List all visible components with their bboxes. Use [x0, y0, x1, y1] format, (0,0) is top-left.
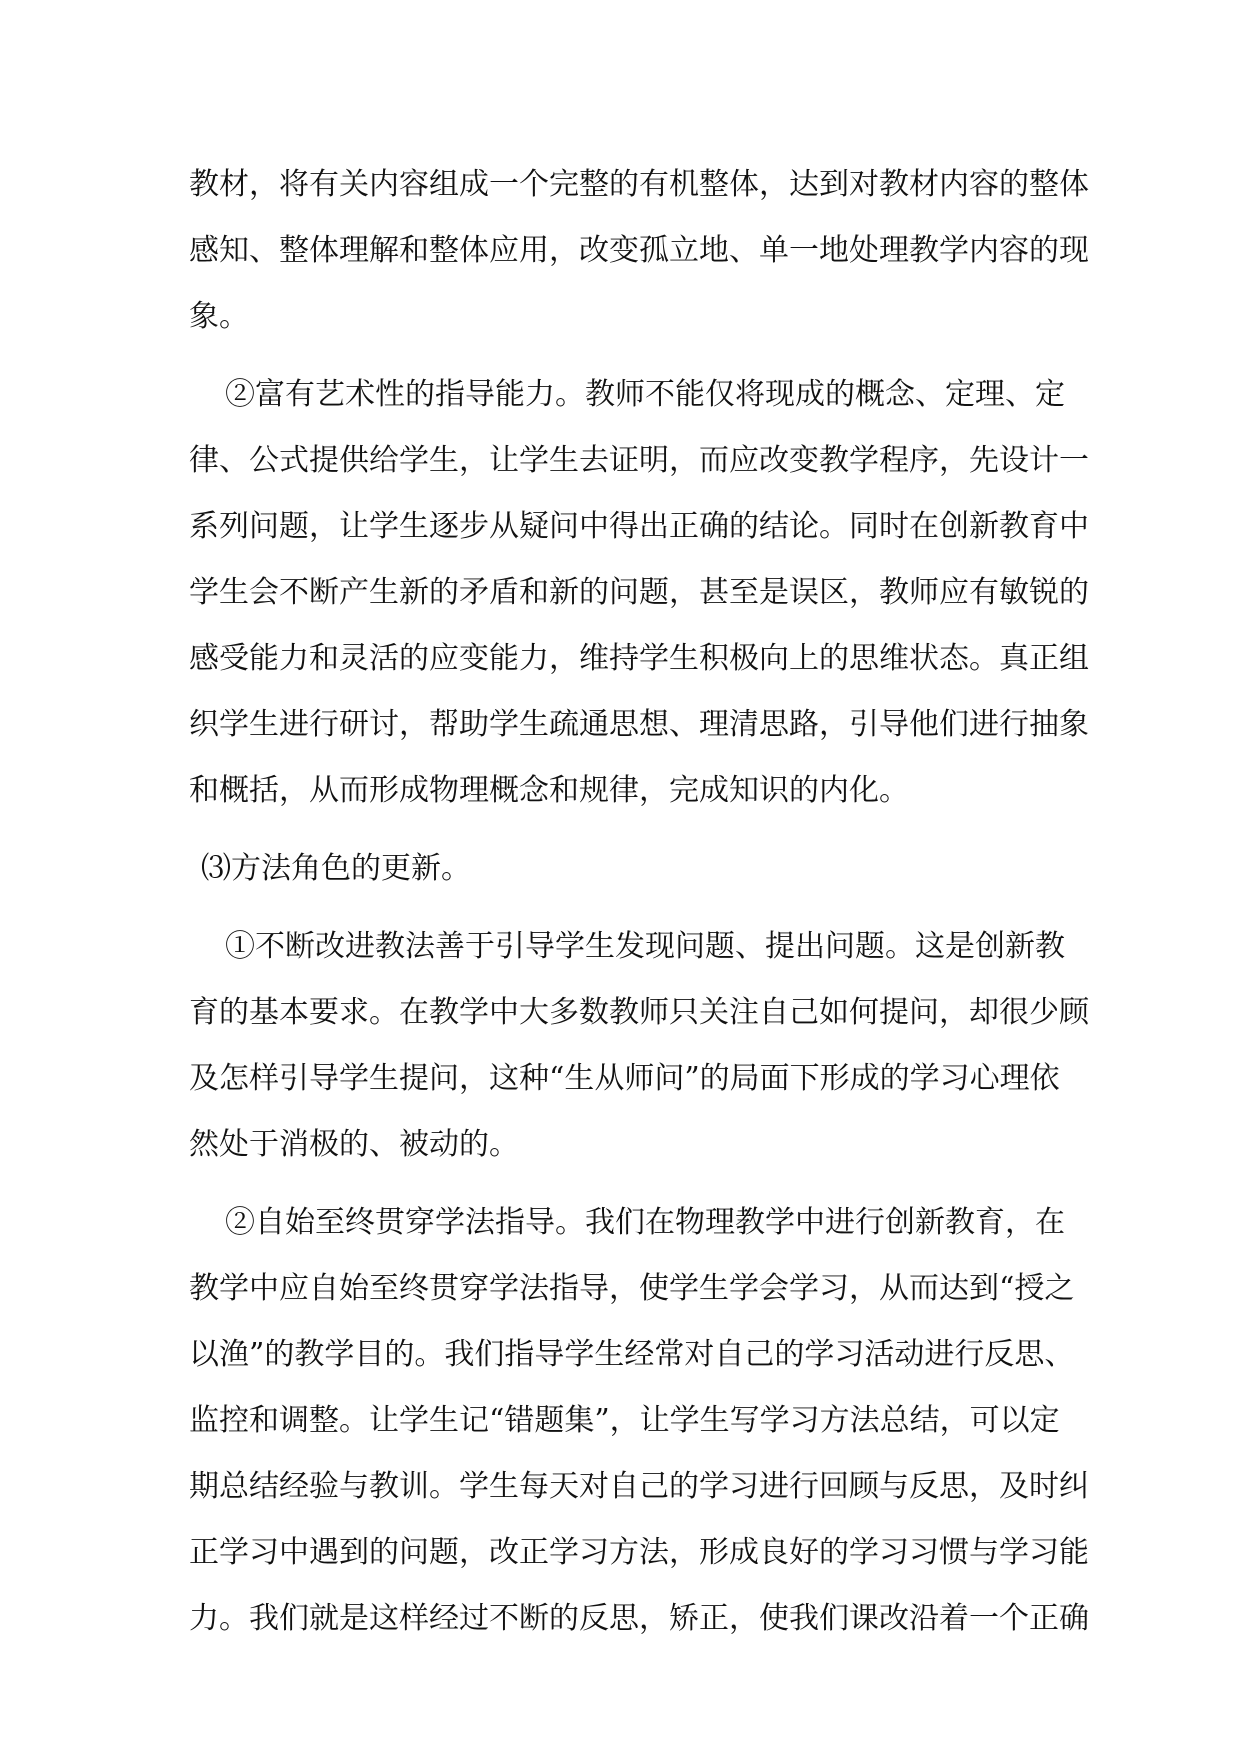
text-line: ②自始至终贯穿学法指导。我们在物理教学中进行创新教育，在: [225, 1205, 1065, 1240]
text-line: 系列问题，让学生逐步从疑问中得出正确的结论。同时在创新教育中: [189, 509, 1089, 544]
text-line: 正学习中遇到的问题，改正学习方法，形成良好的学习习惯与学习能: [189, 1535, 1089, 1570]
text-line: 教学中应自始至终贯穿学法指导，使学生学会学习，从而达到“授之: [189, 1271, 1075, 1306]
text-line: 学生会不断产生新的矛盾和新的问题，甚至是误区，教师应有敏锐的: [189, 575, 1089, 610]
text-line: 和概括，从而形成物理概念和规律，完成知识的内化。: [189, 773, 909, 808]
text-line: 然处于消极的、被动的。: [189, 1127, 519, 1162]
text-line: 感知、整体理解和整体应用，改变孤立地、单一地处理教学内容的现: [189, 233, 1089, 268]
paragraph-continuation: [189, 152, 1089, 350]
text-line: ①不断改进教法善于引导学生发现问题、提出问题。这是创新教: [225, 929, 1065, 964]
text-line: 期总结经验与教训。学生每天对自己的学习进行回顾与反思，及时纠: [189, 1469, 1089, 1504]
text-line: 律、公式提供给学生，让学生去证明，而应改变教学程序，先设计一: [189, 443, 1089, 478]
paragraph-study-method-guidance: [189, 1190, 1089, 1652]
text-line: ②富有艺术性的指导能力。教师不能仅将现成的概念、定理、定: [225, 377, 1065, 412]
paragraph-spacer: [189, 824, 1053, 836]
text-line: 监控和调整。让学生记“错题集”，让学生写学习方法总结，可以定: [189, 1403, 1060, 1438]
text-line: 教材，将有关内容组成一个完整的有机整体，达到对教材内容的整体: [189, 167, 1089, 202]
section-heading-method-role: [189, 836, 1053, 902]
paragraph-artistic-guidance: [189, 362, 1089, 824]
paragraph-spacer: [189, 1178, 1053, 1190]
text-line: 感受能力和灵活的应变能力，维持学生积极向上的思维状态。真正组: [189, 641, 1089, 676]
text-line: 以渔”的教学目的。我们指导学生经常对自己的学习活动进行反思、: [189, 1337, 1075, 1372]
text-line: 育的基本要求。在教学中大多数教师只关注自己如何提问，却很少顾: [189, 995, 1089, 1030]
text-line: 象。: [189, 299, 249, 334]
section-heading: ⑶方法角色的更新。: [201, 851, 471, 886]
paragraph-improve-teaching: [189, 914, 1089, 1178]
paragraph-spacer: [189, 350, 1053, 362]
text-line: 及怎样引导学生提问，这种“生从师问”的局面下形成的学习心理依: [189, 1061, 1060, 1096]
text-line: 织学生进行研讨，帮助学生疏通思想、理清思路，引导他们进行抽象: [189, 707, 1089, 742]
document-body: [189, 152, 1089, 1652]
paragraph-spacer: [189, 902, 1053, 914]
text-line: 力。我们就是这样经过不断的反思，矫正，使我们课改沿着一个正确: [189, 1601, 1089, 1636]
